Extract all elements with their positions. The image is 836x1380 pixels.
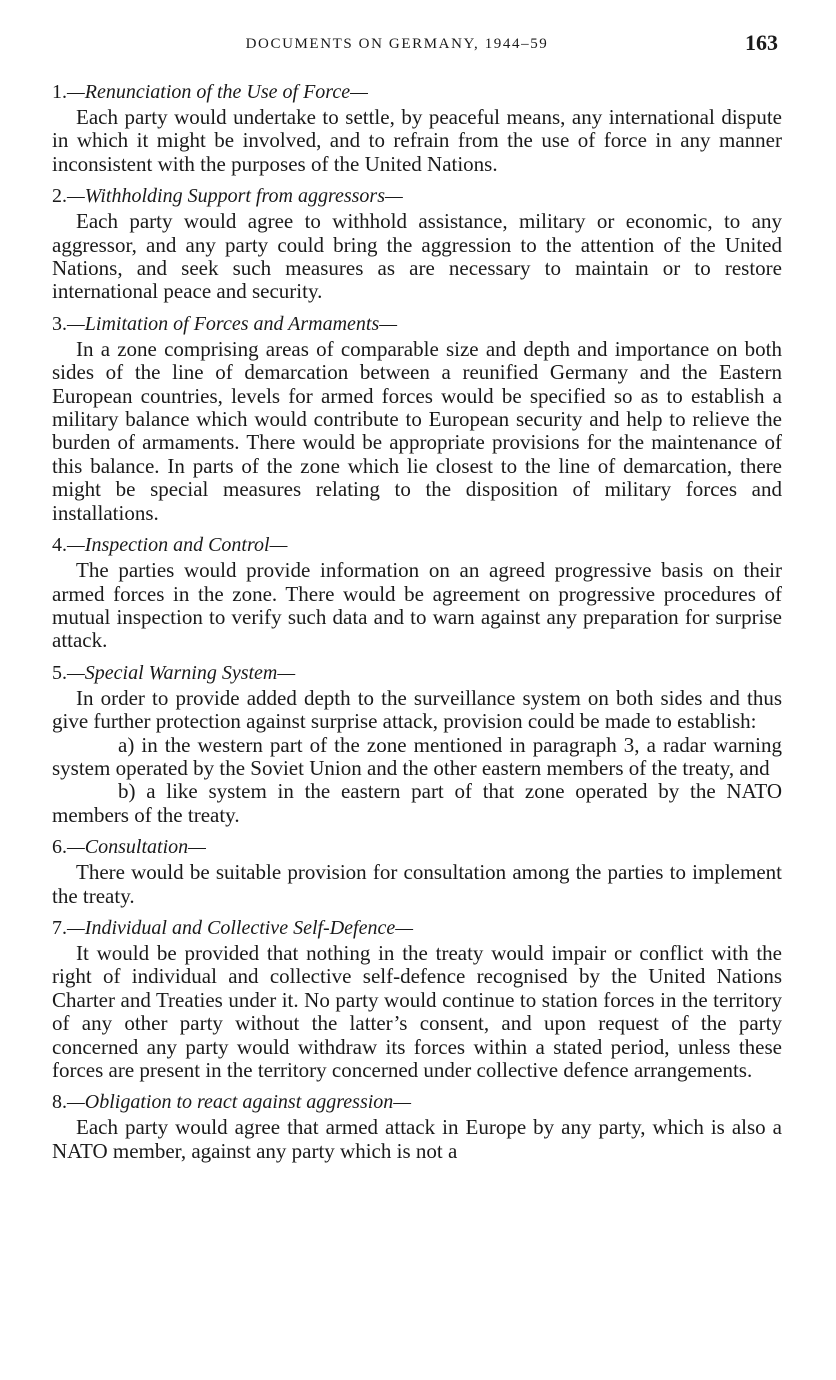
section-heading (52, 1090, 782, 1114)
section-paragraph: Each party would agree to withhold assistance, military or economic, to any aggressor, and any party could bring the aggression to the attention of the United Nations, and seek such measures as are necessary to maintain or to restore international peace and security. (52, 209, 782, 304)
section-withholding-support (52, 184, 782, 304)
section-limitation-of-forces (52, 312, 782, 525)
section-number: 1. (52, 81, 67, 103)
section-obligation-to-react (52, 1090, 782, 1163)
section-paragraph: In order to provide added depth to the surveillance system on both sides and thus give further protection against surprise attack, provision could be made to establish: (52, 685, 782, 734)
section-title: —Individual and Collective Self-Defence— (67, 916, 414, 939)
section-number: 7. (52, 916, 67, 939)
section-special-warning-system (52, 661, 782, 827)
section-consultation (52, 835, 782, 908)
section-title: —Limitation of Forces and Armaments— (67, 312, 398, 335)
section-paragraph: Each party would agree that armed attack in Europe by any party, which is also a NATO member, against any party which is not a (52, 1115, 782, 1163)
page-number: 163 (745, 30, 778, 55)
section-paragraph: Each party would undertake to settle, by peaceful means, any international dispute in which it might be involved, and to refrain from the use of force in any manner inconsistent with the purposes of the United Nations. (52, 105, 782, 176)
section-number: 2. (52, 185, 67, 208)
section-heading (52, 184, 782, 208)
section-paragraph: In a zone comprising areas of comparable size and depth and importance on both sides of the line of demarcation between a reunified Germany and the Eastern European countries, levels for armed forces would be specified so as to establish a military balance which would contribute to European security and help to relieve the burden of armaments. There would be appropriate provisions for the maintenance of this balance. In parts of the zone which lie closest to the line of demarcation, there might be special measures relating to the disposition of military forces and installations. (52, 336, 782, 525)
section-paragraph: There would be suitable provision for consultation among the parties to implement the treaty. (52, 860, 782, 908)
sub-item: a) in the western part of the zone mentioned in paragraph 3, a radar warning system operated by the Soviet Union and the other eastern members of the treaty, and (52, 732, 782, 780)
running-title: DOCUMENTS ON GERMANY, 1944–59 (245, 36, 549, 52)
section-number: 8. (52, 1091, 67, 1114)
section-title: —Consultation— (67, 836, 206, 859)
document-page (52, 30, 782, 1171)
section-heading (52, 80, 782, 104)
section-number: 3. (52, 312, 67, 335)
section-paragraph: It would be provided that nothing in the treaty would impair or conflict with the right of individual and collective self-defence recognised by the United Nations Charter and Treaties under it. No party would continue to station forces in the territory of any other party without the latter’s consent, and upon request of the party concerned any party would withdraw its forces within a stated period, unless these forces are present in the territory concerned under collective defence arrangements. (52, 940, 782, 1082)
section-number: 4. (52, 534, 67, 557)
sub-item: b) a like system in the eastern part of that zone operated by the NATO members of the treaty. (52, 779, 782, 827)
section-heading (52, 661, 782, 685)
section-heading (52, 312, 782, 336)
section-heading (52, 835, 782, 859)
section-heading (52, 533, 782, 557)
section-paragraph: The parties would provide information on an agreed progressive basis on their armed forces in the zone. There would be agreement on progressive procedures of mutual inspection to verify such data and to warn against any preparation for surprise attack. (52, 558, 782, 653)
section-title: —Obligation to react against aggression— (67, 1091, 412, 1114)
section-inspection-and-control (52, 533, 782, 653)
section-title: —Special Warning System— (67, 661, 296, 684)
section-number: 6. (52, 836, 67, 859)
section-title: —Inspection and Control— (67, 534, 288, 557)
section-title: —Withholding Support from aggressors— (67, 185, 403, 208)
section-number: 5. (52, 661, 67, 684)
running-head (52, 30, 782, 60)
section-renunciation-of-force (52, 80, 782, 176)
section-title: —Renunciation of the Use of Force— (67, 81, 368, 103)
section-self-defence (52, 916, 782, 1082)
section-heading (52, 916, 782, 940)
